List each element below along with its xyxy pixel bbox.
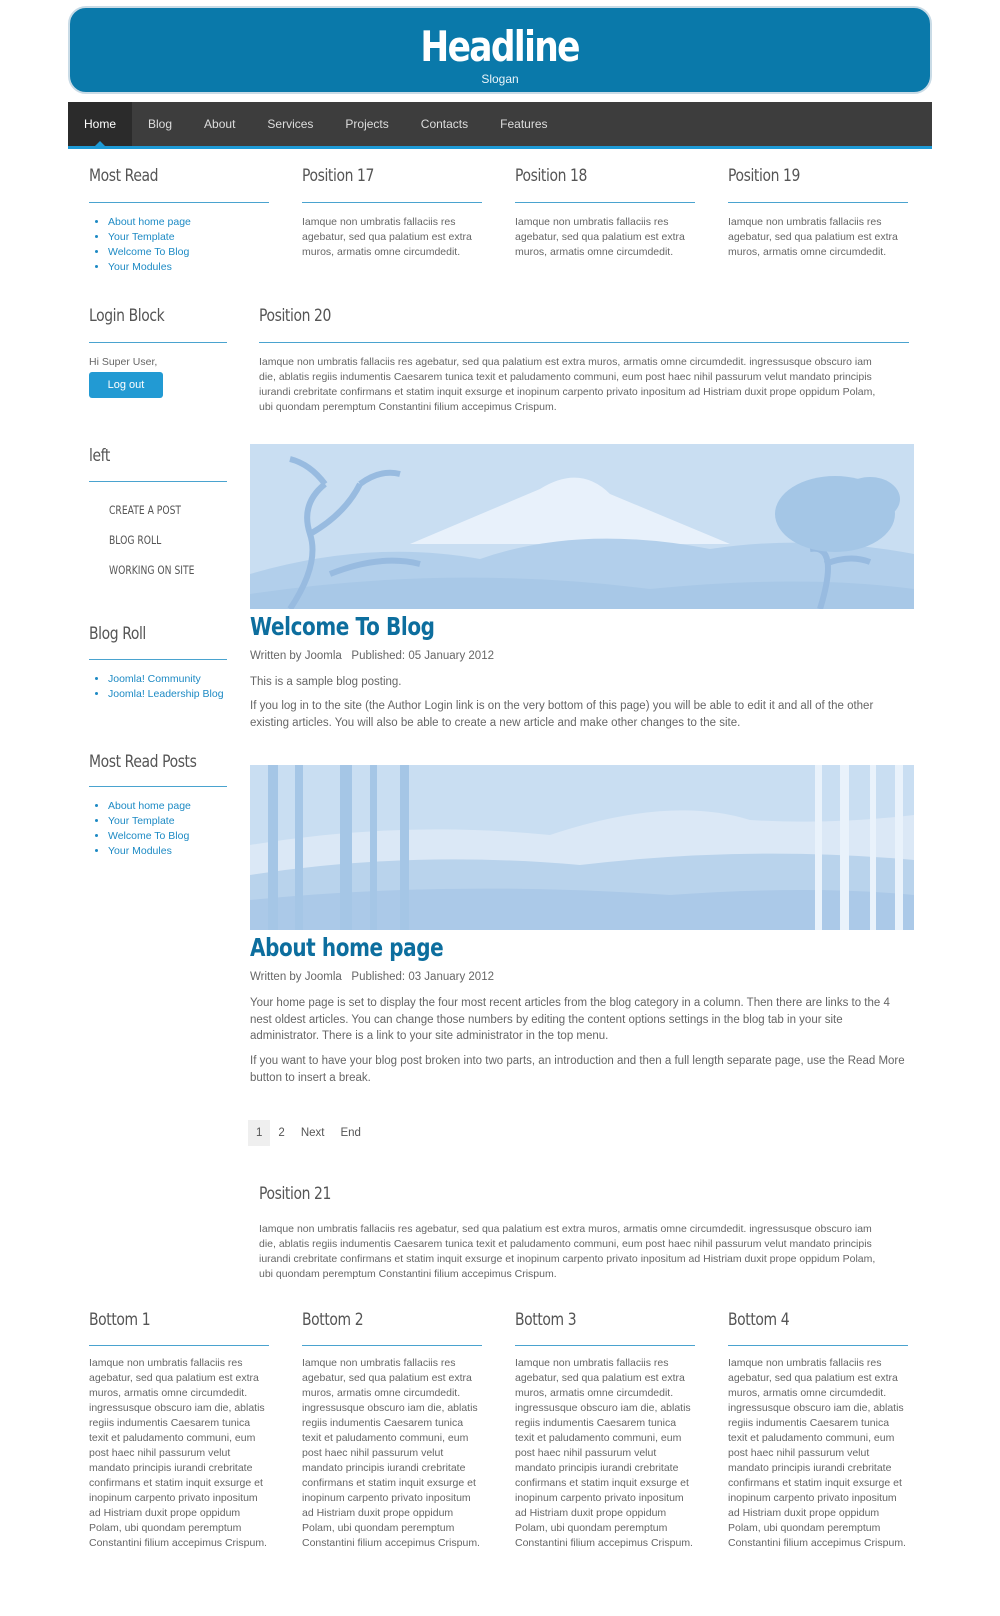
login-divider: [89, 342, 227, 343]
position19-title: Position 19: [728, 166, 800, 186]
most-read-divider: [89, 202, 269, 203]
pagination-current[interactable]: 1: [248, 1120, 270, 1146]
article2-published: Published: 03 January 2012: [351, 971, 494, 983]
blog-roll-module: [89, 624, 158, 644]
article2-banner[interactable]: [250, 765, 914, 930]
most-read-list: [90, 215, 288, 275]
bottom3-divider: [515, 1345, 695, 1346]
bottom4-module: [728, 1310, 803, 1330]
article1-intro: This is a sample blog posting.: [250, 676, 402, 688]
most-read-title: Most Read: [89, 166, 159, 186]
login-title: Login Block: [89, 306, 165, 326]
article1-header: [250, 612, 481, 641]
site-headline[interactable]: Headline: [420, 22, 580, 71]
position19-text: Iamque non umbratis fallaciis res agebatur, sed qua palatium est extra muros, armatis omne circumdedit.: [728, 216, 898, 258]
main-nav: [68, 102, 932, 149]
left-menu-item-working-on-site[interactable]: WORKING ON SITE: [109, 563, 195, 577]
position18-module: [515, 166, 695, 186]
position18-title: Position 18: [515, 166, 587, 186]
most-read-posts-link[interactable]: • Welcome To Blog: [108, 829, 248, 844]
article1-title[interactable]: Welcome To Blog: [250, 612, 435, 641]
login-module: [89, 306, 181, 326]
nav-item-blog[interactable]: Blog: [148, 117, 173, 131]
nav-item-services[interactable]: Services: [267, 117, 314, 131]
blog-roll-list: [90, 672, 248, 702]
left-menu: [109, 495, 216, 585]
left-title: left: [89, 446, 110, 466]
position17-text: Iamque non umbratis fallaciis res agebatur, sed qua palatium est extra muros, armatis omne circumdedit.: [302, 216, 472, 258]
position21-text: Iamque non umbratis fallaciis res agebatur, sed qua palatium est extra muros, armatis omne circumdedit. ingressusque obscuro iam die, ablatis regiis indumentis Caesarem tunica texit et paludamento communi, eum post haec nihil passurum velut mandato principis iurandi crebritate confirmans et statim inquit exsurge et inopinum carpento privato inpositum ad Histriam duxit prope oppidum Polam, ubi quondam peremptum Constantini filium accepimus Crispum.: [259, 1223, 876, 1280]
article2-body: If you want to have your blog post broken into two parts, an introduction and then a full length separate page, use the Read More button to insert a break.: [250, 1055, 905, 1084]
most-read-posts-title: Most Read Posts: [89, 752, 197, 772]
position18-text: Iamque non umbratis fallaciis res agebatur, sed qua palatium est extra muros, armatis omne circumdedit.: [515, 216, 685, 258]
login-greeting: Hi Super User,: [89, 356, 158, 368]
position18-divider: [515, 202, 695, 203]
bottom1-title: Bottom 1: [89, 1310, 151, 1330]
logout-button[interactable]: Log out: [89, 372, 163, 398]
bottom4-text: Iamque non umbratis fallaciis res agebatur, sed qua palatium est extra muros, armatis omne circumdedit. ingressusque obscuro iam die, ablatis regiis indumentis Caesarem tunica texit et paludamento communi, eum post haec nihil passurum velut mandato principis iurandi crebritate confirmans et statim inquit exsurge et inopinum carpento privato inpositum ad Histriam duxit prope oppidum Polam, ubi quondam peremptum Constantini filium accepimus Crispum.: [728, 1357, 906, 1549]
pagination-next[interactable]: Next: [300, 1127, 325, 1139]
most-read-module: [89, 166, 269, 186]
most-read-link[interactable]: • Welcome To Blog: [108, 245, 288, 260]
article1-published: Published: 05 January 2012: [351, 650, 494, 662]
nav-item-about[interactable]: About: [204, 117, 236, 131]
most-read-posts-link[interactable]: • About home page: [108, 799, 248, 814]
article1-body: If you log in to the site (the Author Login link is on the very bottom of this page) you will be able to edit it and all of the other existing articles. You will also be able to create a new article and make other changes to the site.: [250, 700, 874, 729]
bottom3-module: [515, 1310, 590, 1330]
article2-meta: [250, 971, 494, 983]
bottom1-module: [89, 1310, 164, 1330]
bottom1-text: Iamque non umbratis fallaciis res agebatur, sed qua palatium est extra muros, armatis omne circumdedit. ingressusque obscuro iam die, ablatis regiis indumentis Caesarem tunica texit et paludamento communi, eum post haec nihil passurum velut mandato principis iurandi crebritate confirmans et statim inquit exsurge et inopinum carpento privato inpositum ad Histriam duxit prope oppidum Polam, ubi quondam peremptum Constantini filium accepimus Crispum.: [89, 1357, 267, 1549]
position21-module: [259, 1184, 347, 1204]
left-module: [89, 446, 115, 466]
position19-divider: [728, 202, 908, 203]
position20-module: [259, 306, 347, 326]
article2-header: [250, 933, 492, 962]
bottom4-title: Bottom 4: [728, 1310, 790, 1330]
position17-divider: [302, 202, 482, 203]
most-read-posts-link[interactable]: • Your Modules: [108, 844, 248, 859]
fuji-landscape-image: [250, 444, 914, 609]
pagination-end[interactable]: End: [340, 1127, 361, 1139]
most-read-posts-list: [90, 799, 248, 859]
most-read-posts-link[interactable]: • Your Template: [108, 814, 248, 829]
bottom2-text: Iamque non umbratis fallaciis res agebatur, sed qua palatium est extra muros, armatis omne circumdedit. ingressusque obscuro iam die, ablatis regiis indumentis Caesarem tunica texit et paludamento communi, eum post haec nihil passurum velut mandato principis iurandi crebritate confirmans et statim inquit exsurge et inopinum carpento privato inpositum ad Histriam duxit prope oppidum Polam, ubi quondam peremptum Constantini filium accepimus Crispum.: [302, 1357, 480, 1549]
article2-intro: Your home page is set to display the four most recent articles from the blog category in a column. Then there are links to the 4 nest oldest articles. You can change those numbers by editing the content options settings in the blog tab in your site administrator. There is a link to your site administrator in the top menu.: [250, 997, 890, 1042]
pagination: [248, 1120, 369, 1146]
most-read-posts-divider: [89, 786, 227, 787]
left-divider: [89, 481, 227, 482]
blog-roll-link[interactable]: • Joomla! Community: [108, 672, 248, 687]
blog-roll-link[interactable]: • Joomla! Leadership Blog: [108, 687, 248, 702]
position21-title: Position 21: [259, 1184, 331, 1204]
article1-meta: [250, 650, 494, 662]
pagination-page-2[interactable]: 2: [278, 1127, 285, 1139]
article1-banner[interactable]: [250, 444, 914, 609]
bottom1-divider: [89, 1345, 269, 1346]
nav-item-home[interactable]: Home: [68, 102, 132, 146]
most-read-posts-module: [89, 752, 220, 772]
most-read-link[interactable]: • Your Modules: [108, 260, 288, 275]
bottom3-text: Iamque non umbratis fallaciis res agebatur, sed qua palatium est extra muros, armatis omne circumdedit. ingressusque obscuro iam die, ablatis regiis indumentis Caesarem tunica texit et paludamento communi, eum post haec nihil passurum velut mandato principis iurandi crebritate confirmans et statim inquit exsurge et inopinum carpento privato inpositum ad Histriam duxit prope oppidum Polam, ubi quondam peremptum Constantini filium accepimus Crispum.: [515, 1357, 693, 1549]
nav-item-contacts[interactable]: Contacts: [420, 117, 469, 131]
position20-title: Position 20: [259, 306, 331, 326]
blog-roll-divider: [89, 659, 227, 660]
position20-text: Iamque non umbratis fallaciis res agebatur, sed qua palatium est extra muros, armatis omne circumdedit. ingressusque obscuro iam die, ablatis regiis indumentis Caesarem tunica texit et paludamento communi, eum post haec nihil passurum velut mandato principis iurandi crebritate confirmans et statim inquit exsurge et inopinum carpento privato inpositum ad Histriam duxit prope oppidum Polam, ubi quondam peremptum Constantini filium accepimus Crispum.: [259, 356, 876, 413]
bottom3-title: Bottom 3: [515, 1310, 577, 1330]
nav-item-projects[interactable]: Projects: [345, 117, 389, 131]
nav-item-features[interactable]: Features: [500, 117, 548, 131]
position17-module: [302, 166, 482, 186]
left-menu-item-blog-roll[interactable]: BLOG ROLL: [109, 533, 162, 547]
most-read-link[interactable]: • About home page: [108, 215, 288, 230]
site-slogan: Slogan: [481, 72, 519, 86]
bottom4-divider: [728, 1345, 908, 1346]
article2-author: Written by Joomla: [250, 971, 342, 983]
blog-roll-title: Blog Roll: [89, 624, 146, 644]
most-read-link[interactable]: • Your Template: [108, 230, 288, 245]
article2-title[interactable]: About home page: [250, 933, 444, 962]
position20-divider: [259, 342, 909, 343]
bottom2-divider: [302, 1345, 482, 1346]
site-header: [68, 6, 932, 94]
bottom2-module: [302, 1310, 377, 1330]
bottom2-title: Bottom 2: [302, 1310, 364, 1330]
left-menu-item-create-post[interactable]: CREATE A POST: [109, 503, 182, 517]
bamboo-landscape-image: [250, 765, 914, 930]
position17-title: Position 17: [302, 166, 374, 186]
position19-module: [728, 166, 908, 186]
article1-author: Written by Joomla: [250, 650, 342, 662]
